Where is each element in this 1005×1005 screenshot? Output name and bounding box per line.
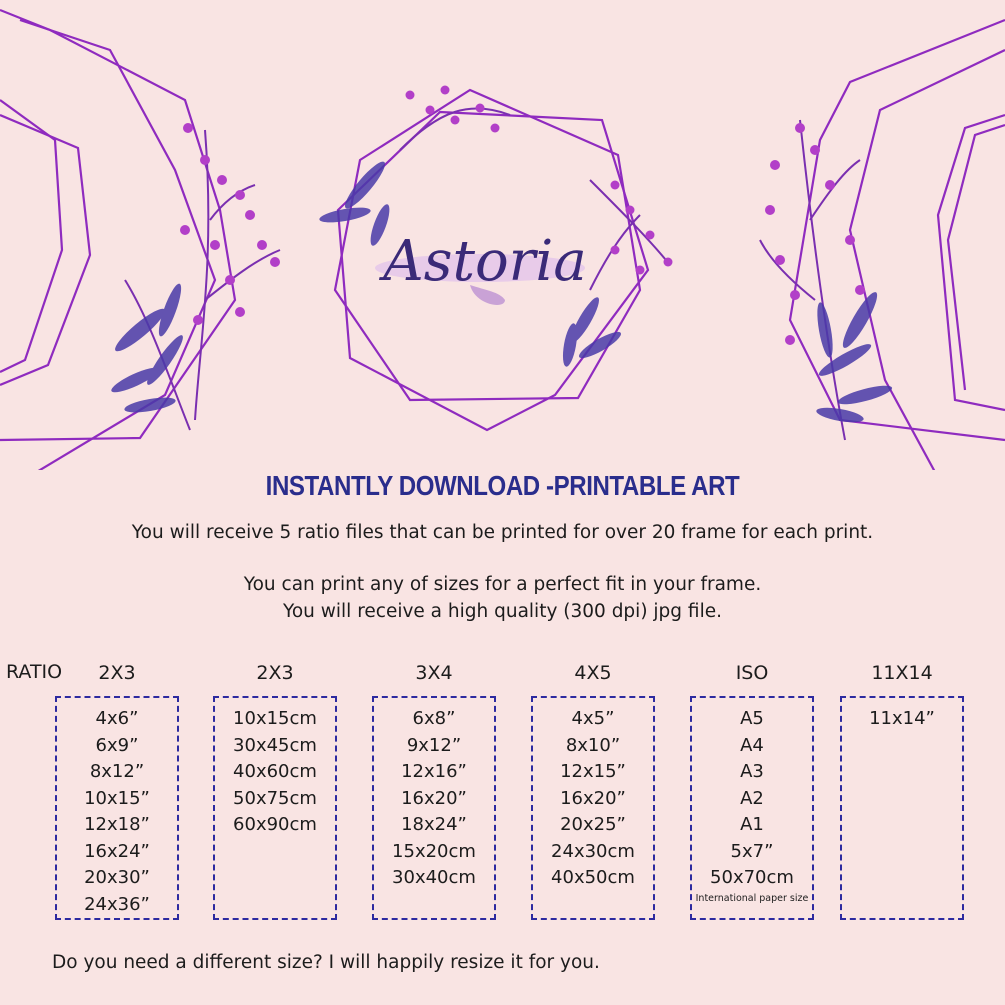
size-item: 8x10” <box>565 734 621 756</box>
size-list-box <box>690 696 814 920</box>
size-item: 16x20” <box>560 787 626 809</box>
size-item: A1 <box>740 814 764 835</box>
astoria-logo <box>375 229 587 305</box>
size-item: A5 <box>740 708 764 729</box>
size-item: A3 <box>740 761 764 782</box>
size-item: 12x18” <box>84 814 150 835</box>
ratio-column-header: 2X3 <box>98 662 136 684</box>
right-geometric-frame <box>790 20 1005 470</box>
size-item: 20x25” <box>560 814 626 835</box>
size-list-box <box>372 696 496 920</box>
size-item: 24x30cm <box>551 840 635 862</box>
ratio-label: RATIO <box>6 661 63 683</box>
size-item: 4x5” <box>571 708 615 729</box>
size-item: 50x75cm <box>233 787 317 809</box>
ratio-column <box>531 661 655 920</box>
floral-frames-artwork <box>0 0 1005 470</box>
file-quality-description: You will receive a high quality (300 dpi) jpg file. <box>283 601 722 622</box>
size-item: 60x90cm <box>233 814 317 835</box>
left-leaves <box>109 282 187 416</box>
size-item: 11x14” <box>869 708 935 729</box>
size-item: 5x7” <box>730 840 774 862</box>
size-item: 18x24” <box>401 814 467 835</box>
size-item: 30x40cm <box>392 867 476 888</box>
size-item: 10x15cm <box>233 708 317 729</box>
size-item: 10x15” <box>84 787 150 809</box>
size-item: 12x15” <box>560 761 626 782</box>
size-item: 6x9” <box>95 734 139 756</box>
size-item: 4x6” <box>95 708 139 729</box>
size-item: 12x16” <box>401 761 467 782</box>
right-leaves <box>814 289 893 425</box>
ratio-column <box>55 661 179 920</box>
ratio-column <box>840 661 964 920</box>
size-list-box <box>213 696 337 920</box>
size-item: 40x50cm <box>551 867 635 888</box>
size-item: 50x70cm <box>710 867 794 888</box>
size-item: 16x24” <box>84 840 150 862</box>
ratio-files-description: You will receive 5 ratio files that can be printed for over 20 frame for each print. <box>131 522 874 543</box>
logo-text: Astoria <box>383 229 587 294</box>
size-item: A4 <box>740 734 764 756</box>
size-item: 30x45cm <box>233 734 317 756</box>
ratio-column-header: 3X4 <box>415 662 453 684</box>
ratio-column <box>372 661 496 920</box>
size-list-box <box>531 696 655 920</box>
ratio-column-header: ISO <box>735 662 769 684</box>
size-item: A2 <box>740 787 764 809</box>
size-item: 15x20cm <box>392 840 476 862</box>
size-item: 8x12” <box>89 761 145 782</box>
left-foliage <box>125 130 280 430</box>
heading: INSTANTLY DOWNLOAD -PRINTABLE ART <box>265 470 740 501</box>
size-list-box <box>840 696 964 920</box>
size-item: 9x12” <box>406 734 462 756</box>
size-item: 24x36” <box>84 893 150 915</box>
print-sizes-description: You can print any of sizes for a perfect fit in your frame. <box>243 574 762 595</box>
ratio-column-header: 11X14 <box>871 662 933 684</box>
ratio-column <box>690 661 814 920</box>
resize-offer-text: Do you need a different size? I will happily resize it for you. <box>52 952 600 973</box>
size-item: 40x60cm <box>233 761 317 782</box>
size-item: 6x8” <box>412 708 456 729</box>
size-item: 20x30” <box>84 867 150 888</box>
ratio-column <box>213 661 337 920</box>
size-list-box <box>55 696 179 920</box>
left-geometric-frame <box>0 10 235 470</box>
size-item: 16x20” <box>401 787 467 809</box>
ratio-column-header: 2X3 <box>256 662 294 684</box>
size-note: International paper size <box>695 892 809 904</box>
ratio-column-header: 4X5 <box>574 662 612 684</box>
